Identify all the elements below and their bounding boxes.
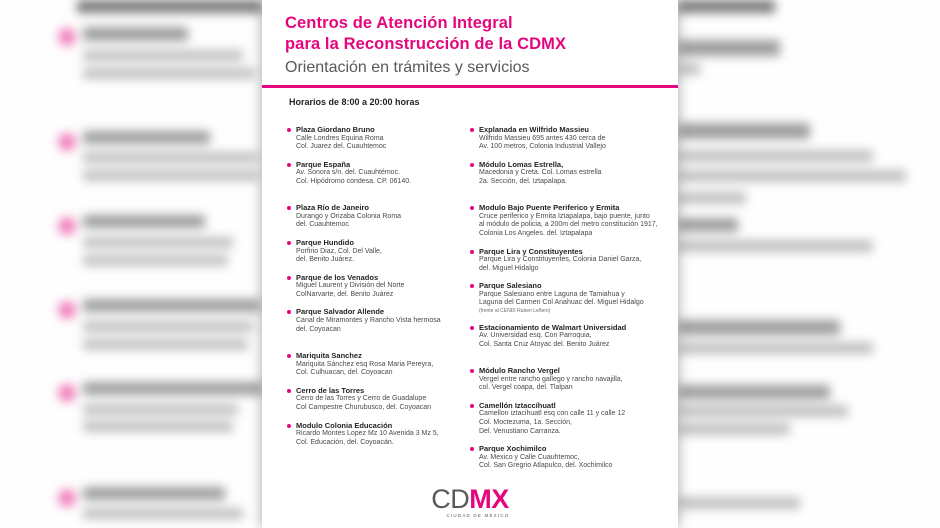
location-note: (frente al CENDI Ruben Leñero) [479,308,551,315]
location-address-line: del. Cuauhtemoc [296,221,349,229]
location-text [479,247,678,274]
location-item [470,401,678,436]
location-address-line: Canal de Miramontes y Rancho Vista hermosa [296,316,441,324]
location-address-line: col. Vergel coapa, del. Tlalpan [479,384,573,392]
bullet-icon [287,206,291,210]
blurred-text-shape [678,0,775,13]
bullet-icon [470,369,474,373]
location-name: Parque España [296,159,351,169]
location-address-line: Col. Hipódromo condesa. CP. 06140. [296,177,412,185]
magenta-divider [262,85,678,88]
blurred-background-right [678,0,940,528]
location-item [287,238,470,265]
location-item [287,351,470,378]
bullet-icon [287,310,291,314]
blurred-text-shape [83,68,255,79]
location-text [296,273,470,300]
blurred-text-shape [83,421,233,432]
cdmx-logo-cd: CD [431,484,470,514]
location-address-line: del. Benito Juárez. [296,256,354,264]
bullet-icon [287,354,291,358]
blurred-text-shape [678,123,810,139]
location-address-line: Col. Culhuacan, del. Coyoacan [296,369,393,377]
location-address-line: Col Campestre Churubusco, del. Coyoacan [296,403,432,411]
blurred-text-shape [83,339,248,350]
location-address-line: Av. Universidad esq. Con Parroquia, [479,332,592,340]
location-text [479,125,678,152]
blurred-text-shape [83,382,262,395]
location-text [296,421,470,448]
blurred-text-shape [83,152,258,163]
location-address-line: Col. Educación, del. Coyoacán. [296,438,394,446]
title-line-1: Centros de Atención Integral [285,14,513,32]
location-text [479,203,678,238]
location-address-line: del. Coyoacan [296,325,341,333]
blurred-text-shape [83,50,243,61]
location-text [296,203,470,230]
location-item [470,160,678,187]
bullet-icon [470,206,474,210]
location-text [296,160,470,187]
bullet-icon [287,163,291,167]
location-name: Parque de los Venados [296,272,379,282]
blurred-bullet-shape [58,217,76,235]
bullet-icon [470,284,474,288]
location-item [470,281,678,314]
location-address-line: al módulo de policia, a 200m del metro constitución 1917, [479,221,658,229]
location-name: Mariquita Sanchez [296,351,362,361]
location-name: Plaza Río de Janeiro [296,203,369,213]
location-address-line: Vergel entre rancho gallego y rancho navajilla, [479,375,623,383]
location-text [479,444,678,471]
blurred-text-shape [678,170,906,182]
location-address-line: Cruce periferico y Ermita Iztapalapa, bajo puente, junto [479,212,650,220]
location-address-line: Av. Sonora s/n. del. Cuauhtémoc. [296,169,401,177]
page-subtitle: Orientación en trámites y servicios [285,59,530,76]
location-name: Módulo Rancho Vergel [479,366,560,376]
blurred-text-shape [83,487,225,500]
blurred-text-shape [678,218,738,232]
flyer-header [262,0,678,78]
location-name: Modulo Colonia Educación [296,420,393,430]
blurred-text-shape [83,299,260,312]
location-address-line: del. Miguel Hidalgo [479,264,539,272]
location-item [470,323,678,350]
bullet-icon [470,404,474,408]
cdmx-logo [262,486,678,518]
bullet-icon [287,424,291,428]
bullet-icon [287,241,291,245]
location-text [479,366,678,393]
blurred-text-shape [678,405,848,417]
cdmx-logo-wordmark [262,486,678,512]
location-text [296,307,470,334]
location-item [470,444,678,471]
flyer-document [262,0,678,528]
bullet-icon [287,389,291,393]
location-name: Parque Xochimilco [479,444,547,454]
location-address-line: Del. Venustiano Carranza. [479,427,561,435]
location-item [470,366,678,393]
location-address-line: Col. Juarez del. Cuauhtemoc [296,143,387,151]
location-address-line: Porfirio Diaz, Col. Del Valle, [296,247,382,255]
location-item [287,421,470,448]
locations-column-left [287,125,470,479]
blurred-text-shape [83,131,210,144]
location-text [479,323,678,350]
bullet-icon [470,326,474,330]
blurred-text-shape [83,237,233,248]
blurred-text-shape [77,0,262,13]
blurred-text-shape [678,320,840,335]
bullet-icon [287,276,291,280]
blurred-background-left [0,0,262,528]
location-text [479,160,678,187]
location-text [296,386,470,413]
blurred-text-shape [83,170,258,181]
location-address-line: Ricardo Montes Lopez Mz 10 Avenida 3 Mz 5, [296,430,439,437]
location-address-line: Calle Londres Equina Roma [296,134,384,142]
location-address-line: Col. Santa Cruz Atoyac del. Benito Juárez [479,340,610,348]
blurred-bullet-shape [58,384,76,402]
location-address-line: Mariquita Sánchez esq Rosa Maria Pereyra, [296,360,434,368]
location-name: Explanada en Wilfrido Massieu [479,125,589,134]
location-item [287,125,470,152]
location-name: Parque Hundido [296,238,354,248]
location-name: Plaza Giordano Bruno [296,125,375,134]
location-name: Modulo Bajo Puente Periferico y Ermita [479,203,620,213]
location-item [287,273,470,300]
blurred-text-shape [678,40,780,56]
location-name: Cerro de las Torres [296,385,365,395]
location-item [287,203,470,230]
location-address-line: Av. Mexico y Calle Cuauhtemoc, [479,453,580,461]
bullet-icon [287,128,291,132]
location-text [296,125,470,152]
blurred-text-shape [83,404,238,415]
bullet-icon [470,128,474,132]
location-name: Parque Salvador Allende [296,307,385,317]
location-address-line: Av. 100 metros, Colonia Industrial Vallejo [479,143,606,151]
bullet-icon [470,447,474,451]
schedule-text: Horarios de 8:00 a 20:00 horas [289,97,420,107]
location-item [470,125,678,152]
location-address-line: ColNarvarte, del. Benito Juárez [296,290,394,298]
blurred-text-shape [678,192,746,204]
location-address-line: Macedonia y Creta. Col. Lomas estrella [479,169,602,177]
blurred-text-shape [83,508,243,519]
blurred-bullet-shape [58,133,76,151]
location-item [287,307,470,334]
blurred-text-shape [678,385,830,399]
page-title [285,13,678,55]
locations-column-right [470,125,678,479]
location-name: Parque Lira y Constituyentes [479,246,583,256]
title-line-2: para la Reconstrucción de la CDMX [285,35,567,53]
location-address-line: Colonia Los Angeles. del. Iztapalapa [479,230,593,238]
location-name: Módulo Lomas Estrella, [479,159,564,169]
location-address-line: Laguna del Carmen Col Anahuac del. Miguel Hidalgo [479,299,644,307]
blurred-text-shape [678,497,800,509]
blurred-text-shape [678,150,873,162]
location-address-line: 2a. Sección, del. Iztapalapa. [479,177,567,185]
location-item [287,160,470,187]
location-address-line: Miguel Laurent y División del Norte [296,282,405,290]
blurred-bullet-shape [58,28,76,46]
location-address-line: Col. Moctezuma, 1a. Sección, [479,419,572,426]
location-address-line: Wilfrido Massieu 695 antes 430 cerca de [479,134,606,142]
blurred-text-shape [678,423,790,435]
location-address-line: Durango y Orizaba Colonia Roma [296,212,402,220]
location-address-line: Col. San Gregrio Atlapulco, del. Xochimilco [479,462,613,470]
bullet-icon [470,250,474,254]
location-text [296,351,470,378]
location-item [470,247,678,274]
location-item [287,386,470,413]
location-name: Camellón Iztaccíhuatl [479,400,556,410]
bullet-icon [470,163,474,167]
blurred-text-shape [83,27,188,41]
location-text [479,281,678,314]
cdmx-logo-mx: MX [469,484,509,514]
location-address-line: Cerro de las Torres y Cerro de Guadalupe [296,395,427,403]
location-name: Estacionamiento de Walmart Universidad [479,322,627,332]
location-text [479,401,678,436]
blurred-text-shape [678,342,873,354]
blurred-text-shape [83,321,253,332]
location-text [296,238,470,265]
blurred-text-shape [83,255,228,266]
cdmx-logo-caption: CIUDAD DE MÉXICO [446,513,510,518]
blurred-bullet-shape [58,489,76,507]
location-address-line: Parque Salesiano entre Laguna de Tamiahua y [479,290,625,298]
blurred-text-shape [678,63,700,75]
blurred-bullet-shape [58,301,76,319]
location-name: Parque Salesiano [479,281,542,291]
blurred-text-shape [678,240,873,252]
blurred-text-shape [83,215,205,228]
locations-list [262,125,678,479]
location-item [470,203,678,238]
location-address-line: Camellon iztacihuatl esq con calle 11 y calle 12 [479,410,626,418]
location-address-line: Parque Lira y Constituyentes, Colonia Daniel Garza, [479,256,642,264]
